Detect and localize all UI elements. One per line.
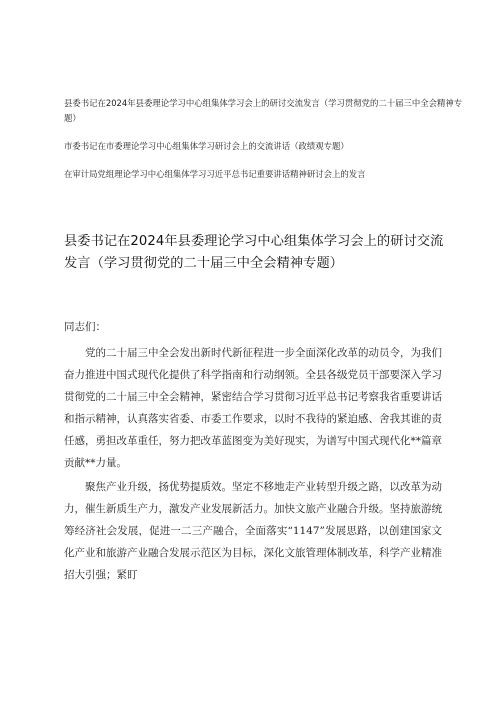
toc-item: 县委书记在2024年县委理论学习中心组集体学习会上的研讨交流发言（学习贯彻党的二十届三中全会精神专题） [64, 98, 463, 123]
body-paragraph: 党的二十届三中全会发出新时代新征程进一步全面深化改革的动员令，为我们奋力推进中国式现代化提供了科学指南和行动纲领。全县各级党员干部要深入学习贯彻党的二十届三中全会精神，紧密结合学习贯彻习近平总书记考察我省重要讲话和指示精神，认真落实省委、市委工作要求，以时不我待的紧迫感、舍我其谁的责任感，勇担改革重任，努力把改革蓝图变为美好现实，为谱写中国式现代化**篇章贡献**力量。 [64, 347, 442, 469]
toc-item: 市委书记在市委理论学习中心组集体学习研讨会上的交流讲话（政绩观专题） [64, 141, 349, 151]
table-of-contents [64, 96, 464, 195]
body-paragraph: 聚焦产业升级，扬优势提质效。坚定不移地走产业转型升级之路，以改革为动力，催生新质生产力，激发产业发展新活力。加快文旅产业融合升级。坚持旅游统筹经济社会发展，促进一二三产融合，全面落实“1147”发展思路，以创建国家文化产业和旅游产业融合发展示范区为目标，深化文旅管理体制改革，科学产业精准招大引强；紧盯 [64, 481, 442, 581]
document-title: 县委书记在2024年县委理论学习中心组集体学习会上的研讨交流发言（学习贯彻党的二十届三中全会精神专题） [64, 234, 444, 271]
document-body [64, 316, 442, 586]
salutation: 同志们： [64, 321, 106, 333]
toc-item: 在审计局党组理论学习中心组集体学习习近平总书记重要讲话精神研讨会上的发言 [64, 169, 366, 179]
